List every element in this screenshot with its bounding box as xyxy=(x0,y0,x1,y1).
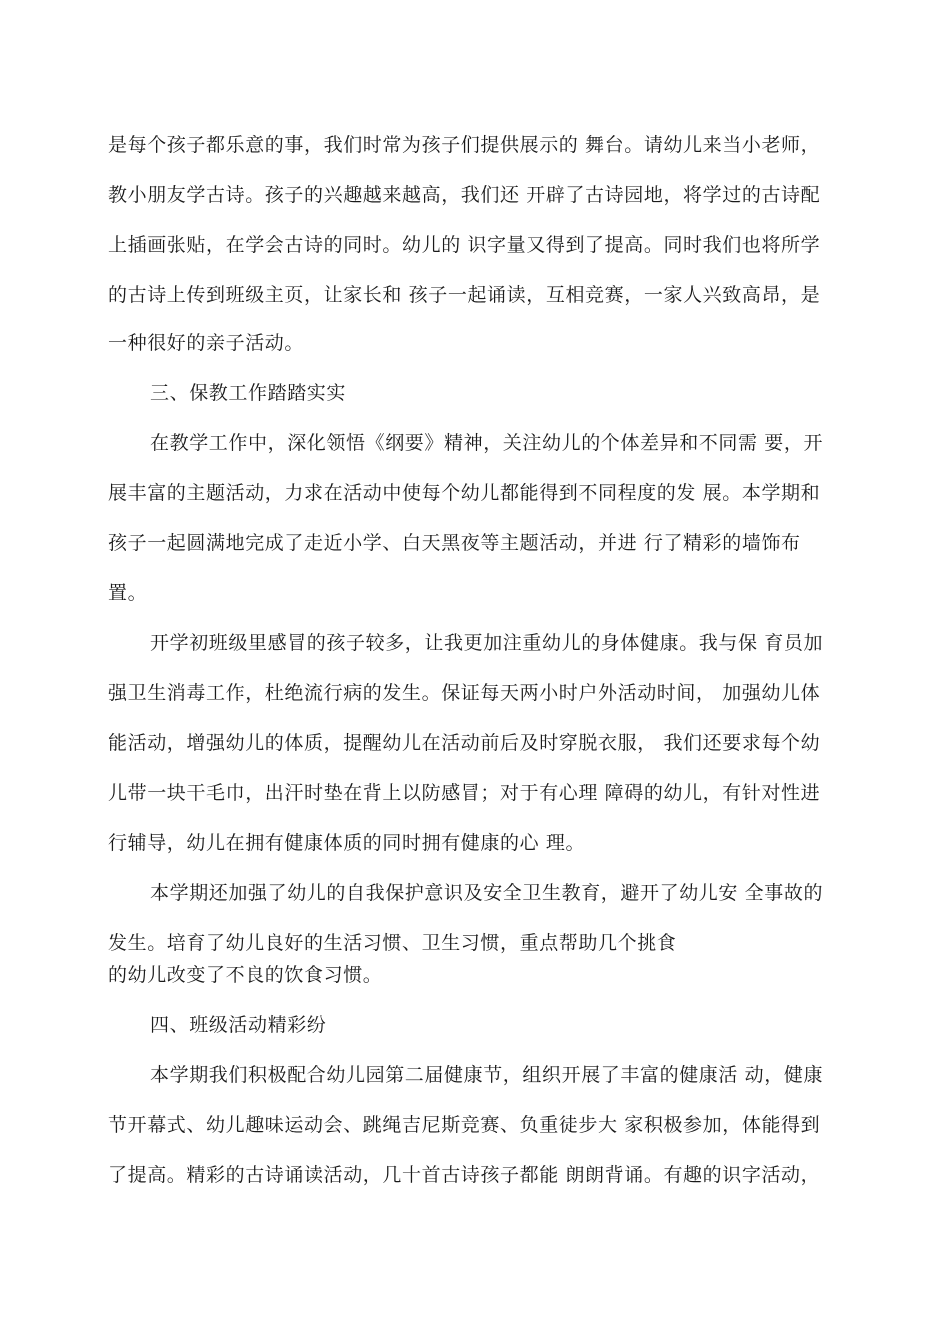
text-line: 本学期还加强了幼儿的自我保护意识及安全卫生教育，避开了幼儿安 全事故的 xyxy=(150,882,824,904)
text-line: 节开幕式、幼儿趣味运动会、跳绳吉尼斯竞赛、负重徒步大 家积极参加，体能得到 xyxy=(108,1114,821,1136)
text-line: 孩子一起圆满地完成了走近小学、白天黑夜等主题活动，并进 行了精彩的墙饰布 xyxy=(108,532,801,554)
text-line: 一种很好的亲子活动。 xyxy=(108,332,305,354)
text-line: 教小朋友学古诗。孩子的兴趣越来越高，我们还 开辟了古诗园地，将学过的古诗配 xyxy=(108,184,821,206)
text-line: 在教学工作中，深化领悟《纲要》精神，关注幼儿的个体差异和不同需 要，开 xyxy=(150,432,824,454)
text-line: 能活动，增强幼儿的体质，提醒幼儿在活动前后及时穿脱衣服， 我们还要求每个幼 xyxy=(108,732,821,754)
text-line: 展丰富的主题活动，力求在活动中使每个幼儿都能得到不同程度的发 展。本学期和 xyxy=(108,482,821,504)
text-line: 发生。培育了幼儿良好的生活习惯、卫生习惯，重点帮助几个挑食 xyxy=(108,932,677,954)
text-line: 上插画张贴，在学会古诗的同时。幼儿的 识字量又得到了提高。同时我们也将所学 xyxy=(108,234,821,256)
text-line: 儿带一块干毛巾，出汗时垫在背上以防感冒；对于有心理 障碍的幼儿，有针对性进 xyxy=(108,782,821,804)
text-line: 了提高。精彩的古诗诵读活动，几十首古诗孩子都能 朗朗背诵。有趣的识字活动， xyxy=(108,1164,821,1186)
text-line: 本学期我们积极配合幼儿园第二届健康节，组织开展了丰富的健康活 动，健康 xyxy=(150,1064,824,1086)
section-heading: 三、保教工作踏踏实实 xyxy=(150,382,347,404)
text-line: 置。 xyxy=(108,582,148,604)
text-line: 的古诗上传到班级主页，让家长和 孩子一起诵读，互相竞赛，一家人兴致高昂，是 xyxy=(108,284,821,306)
text-line: 是每个孩子都乐意的事，我们时常为孩子们提供展示的 舞台。请幼儿来当小老师， xyxy=(108,134,821,156)
section-heading: 四、班级活动精彩纷 xyxy=(150,1014,327,1036)
text-line: 强卫生消毒工作，杜绝流行病的发生。保证每天两小时户外活动时间， 加强幼儿体 xyxy=(108,682,821,704)
text-line: 开学初班级里感冒的孩子较多，让我更加注重幼儿的身体健康。我与保 育员加 xyxy=(150,632,824,654)
text-line: 行辅导，幼儿在拥有健康体质的同时拥有健康的心 理。 xyxy=(108,832,586,854)
text-line: 的幼儿改变了不良的饮食习惯。 xyxy=(108,964,383,986)
